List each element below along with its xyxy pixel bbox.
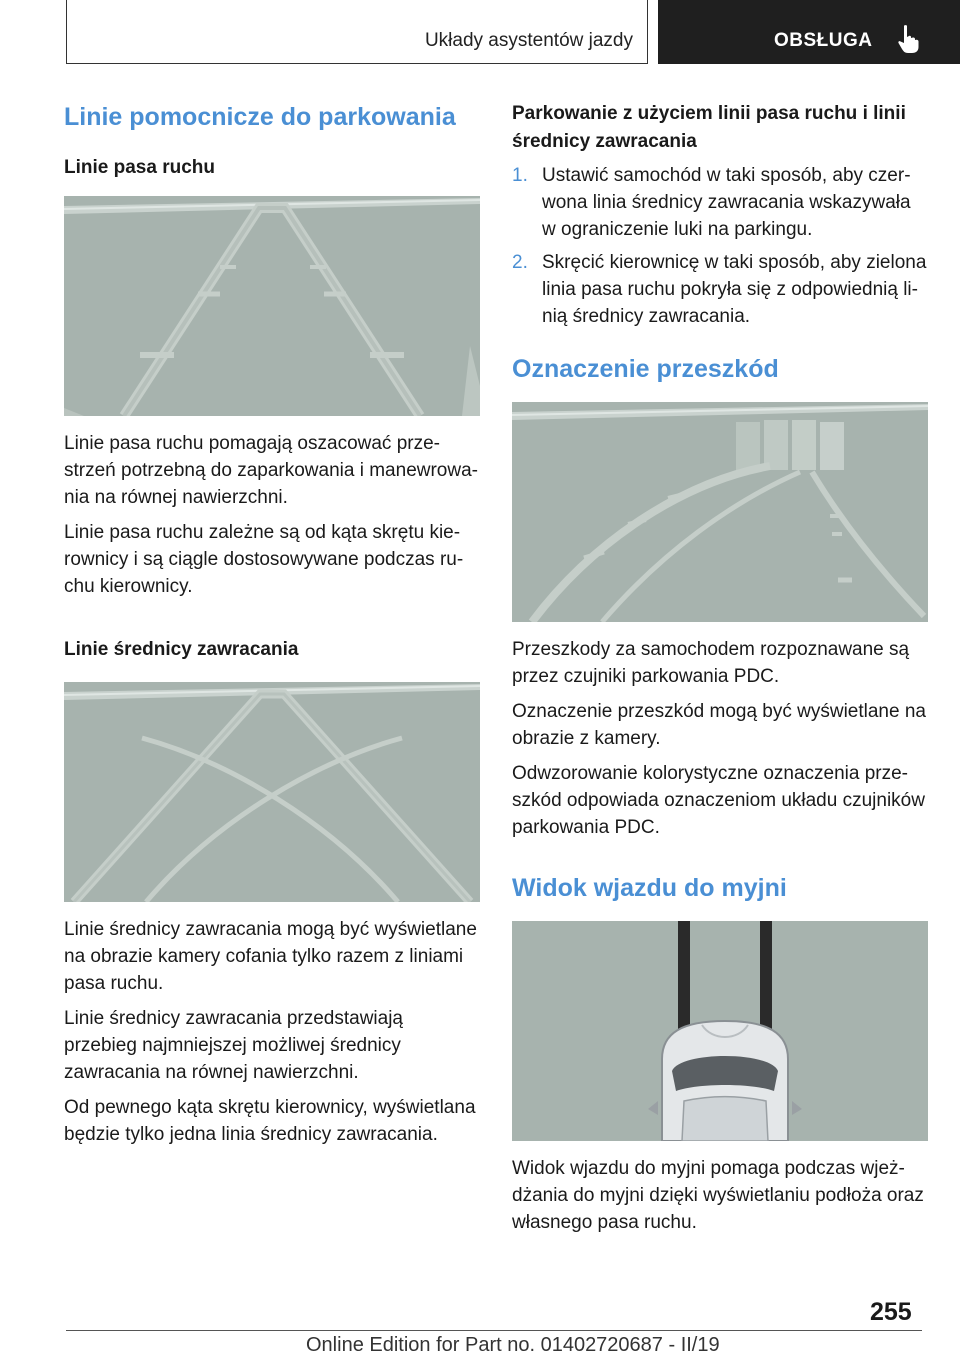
left-column xyxy=(64,100,480,1148)
lane-lines-figure xyxy=(64,196,480,416)
step-text: Skręcić kierownicę w taki sposób, aby zielona linia pasa ruchu pokryła się z odpowiednią li-nią średnicy zawracania. xyxy=(542,252,927,327)
car-wash-view-figure xyxy=(512,921,928,1141)
list-item xyxy=(512,162,928,243)
step-number: 1. xyxy=(512,165,528,186)
section-title: Układy asystentów jazdy xyxy=(424,30,633,51)
subheading-parking-with-lines: Parkowanie z użyciem linii pasa ruchu i linii średnicy zawracania xyxy=(512,103,906,152)
subheading-turning-radius-lines: Linie średnicy zawracania xyxy=(64,639,299,660)
footer-divider xyxy=(66,1330,922,1331)
subheading-lane-lines: Linie pasa ruchu xyxy=(64,157,215,178)
list-item xyxy=(512,249,928,330)
section-heading-parking-lines: Linie pomocnicze do parkowania xyxy=(64,103,456,131)
step-text: Ustawić samochód w taki sposób, aby czer-wona linia średnicy zawracania wskazywała w ograniczenie luki na parkingu. xyxy=(542,165,911,240)
edition-note: Online Edition for Part no. 01402720687 - II/19 xyxy=(306,1334,720,1356)
page-number: 255 xyxy=(870,1298,912,1326)
header-chapter-box xyxy=(658,0,960,64)
pointing-hand-icon xyxy=(896,24,920,54)
chapter-title: OBSŁUGA xyxy=(774,30,873,51)
turning-radius-paragraph-3: Od pewnego kąta skrętu kierownicy, wyświetlana będzie tylko jedna linia średnicy zawracania. xyxy=(64,1097,476,1145)
car-wash-paragraph: Widok wjazdu do myjni pomaga podczas wjeż-dżania do myjni dzięki wyświetlaniu podłoża oraz własnego pasa ruchu. xyxy=(512,1158,924,1233)
section-heading-obstacle-marking: Oznaczenie przeszkód xyxy=(512,355,779,383)
lane-lines-paragraph-1: Linie pasa ruchu pomagają oszacować prze-strzeń potrzebną do zaparkowania i manewrowa-nia na równej nawierzchni. xyxy=(64,433,478,508)
obstacle-paragraph-1: Przeszkody za samochodem rozpoznawane są przez czujniki parkowania PDC. xyxy=(512,639,910,687)
obstacle-paragraph-2: Oznaczenie przeszkód mogą być wyświetlane na obrazie z kamery. xyxy=(512,701,926,749)
step-number: 2. xyxy=(512,252,528,273)
turning-radius-figure xyxy=(64,682,480,902)
parking-steps-list xyxy=(512,162,928,330)
lane-lines-paragraph-2: Linie pasa ruchu zależne są od kąta skrętu kie-rownicy i są ciągle dostosowywane podczas ru-chu kierownicy. xyxy=(64,522,464,597)
obstacle-marking-figure xyxy=(512,402,928,622)
right-column xyxy=(512,100,928,1236)
obstacle-paragraph-3: Odwzorowanie kolorystyczne oznaczenia prze-szkód odpowiada oznaczeniom układu czujników parkowania PDC. xyxy=(512,763,925,838)
section-heading-car-wash-view: Widok wjazdu do myjni xyxy=(512,874,787,902)
turning-radius-paragraph-2: Linie średnicy zawracania przedstawiają przebieg najmniejszej możliwej średnicy zawracania na równej nawierzchni. xyxy=(64,1008,404,1083)
turning-radius-paragraph-1: Linie średnicy zawracania mogą być wyświetlane na obrazie kamery cofania tylko razem z liniami pasa ruchu. xyxy=(64,919,477,994)
header-section-box xyxy=(66,0,648,64)
